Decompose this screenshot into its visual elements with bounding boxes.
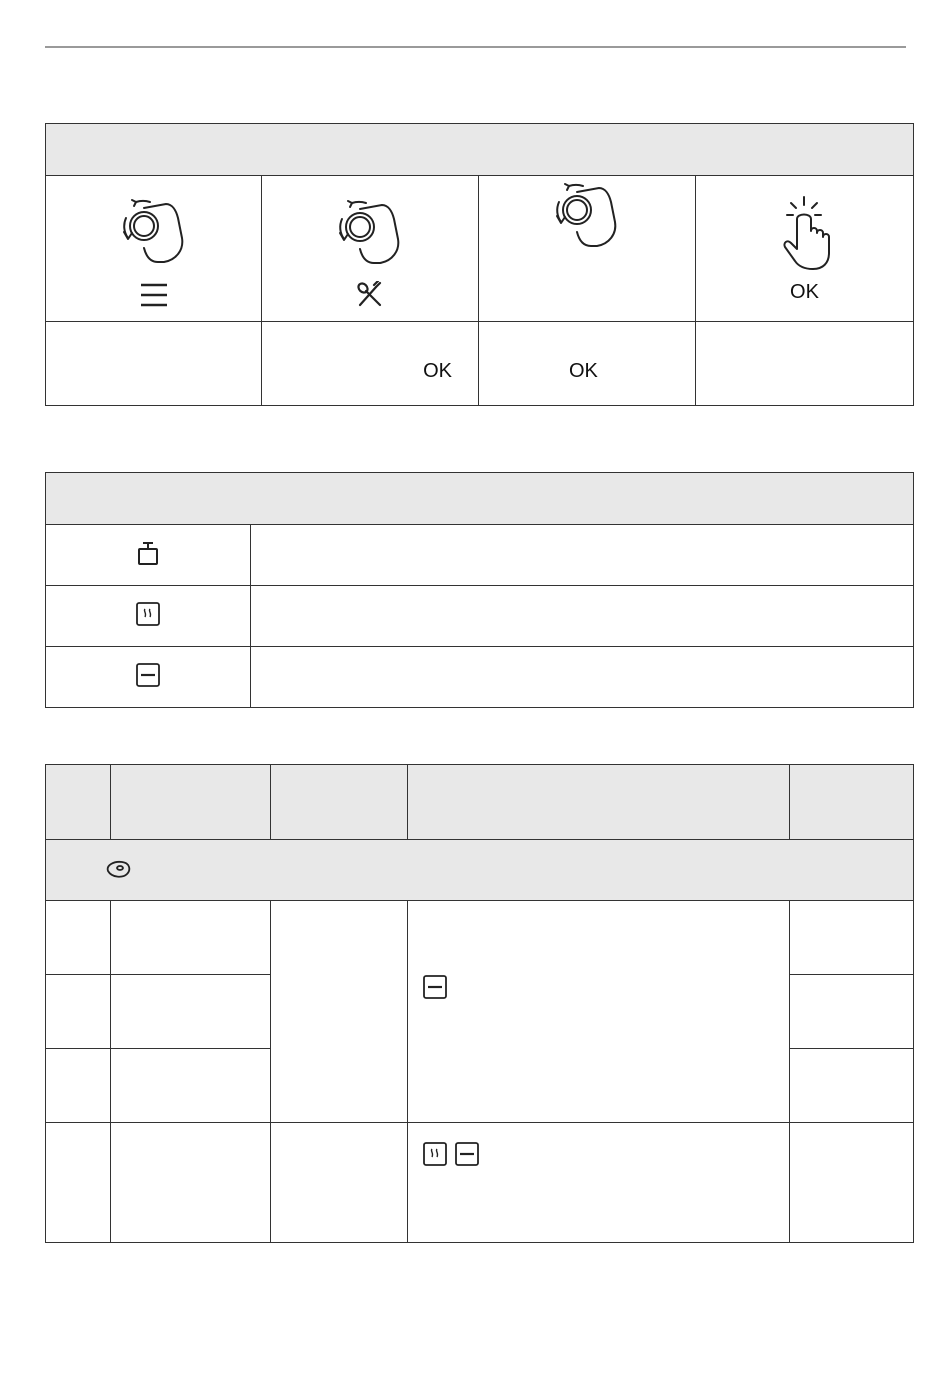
symbols-table [45,472,914,708]
symbol-description-cell [251,586,914,647]
table-cell [46,1049,111,1123]
ok-label: OK [423,360,452,382]
ok-label: OK [569,360,598,382]
step-3-text-cell [479,322,696,406]
table-cell [46,1123,111,1243]
header-rule [45,46,906,48]
table-cell [790,1049,914,1123]
bottom-heat-icon [135,662,161,688]
table-cell [271,1123,408,1243]
step-2-text-cell [262,322,479,406]
finger-press-icon [775,193,835,273]
steps-table-header [46,124,914,176]
steps-table [45,123,914,406]
bottom-heat-icon [454,1141,480,1167]
symbols-table-header [46,473,914,525]
symbol-description-cell [251,525,914,586]
meat-icon [104,859,132,881]
top-heat-icon [422,1141,448,1167]
heating-cell [408,1123,790,1243]
symbol-cell [46,525,251,586]
table-cell [790,901,914,975]
cooking-table [45,764,914,1243]
heating-cell [408,901,790,1123]
header-cell [408,765,790,840]
category-row [46,840,914,901]
bottom-heat-icon [422,974,448,1000]
table-cell [111,1049,271,1123]
food-sensor-icon [136,540,160,566]
table-cell [46,901,111,975]
table-cell [111,901,271,975]
table-cell [790,1123,914,1243]
symbol-description-cell [251,647,914,708]
knob-turn-icon [330,189,410,309]
table-cell [271,901,408,1123]
step-3-cell [479,176,696,322]
header-cell [46,765,111,840]
table-cell [111,975,271,1049]
table-cell [46,975,111,1049]
step-2-cell [262,176,479,322]
table-cell [111,1123,271,1243]
step-4-cell [696,176,914,322]
top-heat-icon [135,601,161,627]
knob-turn-icon [114,188,194,308]
step-4-text-cell [696,322,914,406]
menu-icon [139,280,169,310]
step-1-cell [46,176,262,322]
step-1-text-cell [46,322,262,406]
symbol-cell [46,647,251,708]
symbol-cell [46,586,251,647]
header-cell [790,765,914,840]
header-cell [271,765,408,840]
ok-label: OK [790,281,819,303]
table-cell [790,975,914,1049]
knob-turn-icon [547,172,627,292]
header-cell [111,765,271,840]
